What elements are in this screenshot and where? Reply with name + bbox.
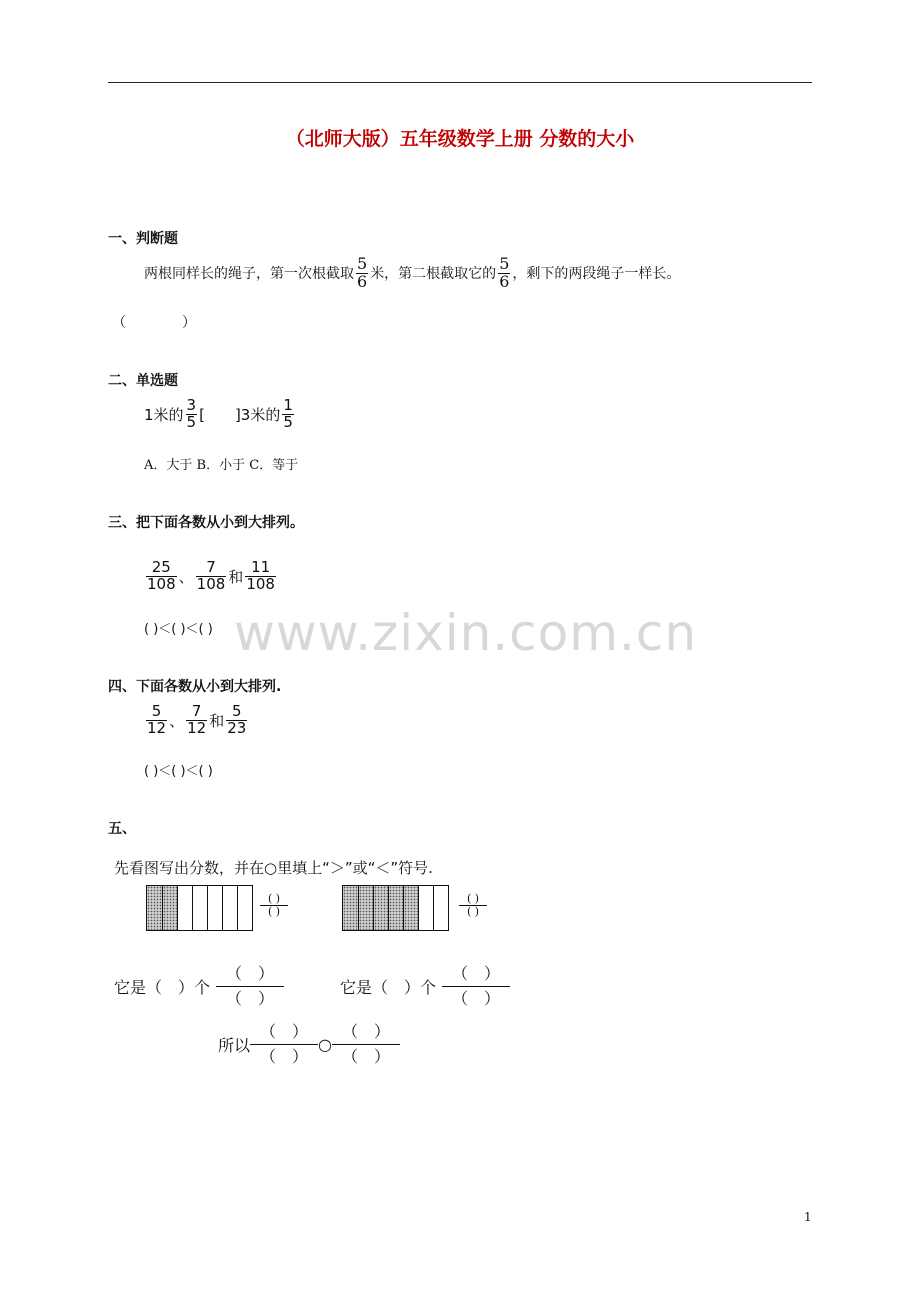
s3-fraction-2 xyxy=(196,560,227,593)
s2-fraction-2 xyxy=(282,398,294,431)
s2-f2-numerator: 1 xyxy=(283,396,293,414)
section2-heading: 二、单选题 xyxy=(108,373,178,389)
s5-left-numerator-blank: （ ） xyxy=(226,964,275,983)
s3-order-blanks: ( )＜( )＜( ) xyxy=(144,622,213,637)
s5-conclusion-fraction-1 xyxy=(250,1020,318,1069)
s1-answer-blank: （ ） xyxy=(112,315,196,331)
s3-f3-numerator: 11 xyxy=(251,558,271,576)
s4-f3-denominator: 23 xyxy=(227,718,247,737)
s5-conclusion xyxy=(218,1020,400,1069)
s5-c2-numerator-blank: （ ） xyxy=(342,1022,391,1041)
s5-c2-denominator-blank: （ ） xyxy=(332,1044,400,1069)
s3-fractions xyxy=(144,560,278,593)
shaded-cell xyxy=(162,886,177,930)
section1-heading: 一、判断题 xyxy=(108,231,178,247)
s4-fractions xyxy=(144,704,249,737)
fraction-bar-1 xyxy=(146,885,253,931)
shaded-cell xyxy=(388,886,403,930)
section4-heading: 四、下面各数从小到大排列. xyxy=(108,679,282,695)
page-number: 1 xyxy=(804,1210,812,1224)
fraction-bar-2 xyxy=(342,885,449,931)
bar1-denominator-blank: ( ) xyxy=(267,905,281,918)
s1-text-a: 两根同样长的绳子，第一次根截取 xyxy=(144,266,354,283)
s2-question xyxy=(144,398,296,431)
empty-cell xyxy=(192,886,207,930)
s3-f2-denominator: 108 xyxy=(196,574,226,593)
s5-therefore: 所以 xyxy=(218,1036,251,1055)
page-title: （北师大版）五年级数学上册 分数的大小 xyxy=(285,128,635,150)
s5-right-denominator-blank: （ ） xyxy=(442,986,510,1011)
s5-compare-circle: ○ xyxy=(318,1035,332,1054)
section5-heading: 五、 xyxy=(108,821,136,837)
s1-fraction-1 xyxy=(356,256,368,291)
s5-left-statement xyxy=(114,962,284,1011)
bar2-fraction-blank xyxy=(459,893,487,918)
s3-f1-numerator: 25 xyxy=(151,558,171,576)
s5-left-it-is: 它是（ ）个 xyxy=(114,978,211,997)
s3-fraction-1 xyxy=(146,560,177,593)
s5-right-it-is: 它是（ ）个 xyxy=(340,978,437,997)
s4-fraction-2 xyxy=(186,704,207,737)
s4-separator: 、 xyxy=(169,711,185,730)
s4-f1-numerator: 5 xyxy=(151,702,162,720)
s5-c1-denominator-blank: （ ） xyxy=(250,1044,318,1069)
s1-text-b: 米，第二根截取它的 xyxy=(370,266,497,283)
shaded-cell xyxy=(403,886,418,930)
empty-cell xyxy=(433,886,448,930)
header-rule xyxy=(108,82,812,83)
s3-and: 和 xyxy=(228,567,244,586)
empty-cell xyxy=(177,886,192,930)
empty-cell xyxy=(237,886,252,930)
bar2-denominator-blank: ( ) xyxy=(466,905,480,918)
s4-f3-numerator: 5 xyxy=(231,702,242,720)
s2-fraction-1 xyxy=(186,398,198,431)
s4-f2-numerator: 7 xyxy=(191,702,202,720)
s1-f2-denominator: 6 xyxy=(499,271,510,291)
bar2-numerator-blank: ( ) xyxy=(459,893,487,906)
section3-heading: 三、把下面各数从小到大排列。 xyxy=(108,515,304,531)
empty-cell xyxy=(418,886,433,930)
s2-f2-denominator: 5 xyxy=(283,412,293,431)
watermark: www.zixin.com.cn xyxy=(234,604,698,662)
s2-mid-text: [ ]3米的 xyxy=(199,405,281,424)
s5-left-denominator-blank: （ ） xyxy=(216,986,284,1011)
s4-and: 和 xyxy=(209,711,225,730)
s5-c1-numerator-blank: （ ） xyxy=(260,1022,309,1041)
s4-f1-denominator: 12 xyxy=(147,718,167,737)
s1-fraction-2 xyxy=(498,256,510,291)
s3-f1-denominator: 108 xyxy=(147,574,176,593)
s1-f1-denominator: 6 xyxy=(357,271,368,291)
shaded-cell xyxy=(147,886,162,930)
s5-right-fraction-blank xyxy=(442,962,510,1011)
s2-f1-numerator: 3 xyxy=(186,396,197,414)
s2-pre-text: 1米的 xyxy=(144,405,184,424)
empty-cell xyxy=(222,886,237,930)
s3-fraction-3 xyxy=(245,560,276,593)
s1-f1-numerator: 5 xyxy=(357,254,368,273)
s1-text-c: ，剩下的两段绳子一样长。 xyxy=(512,266,681,283)
s5-instruction: 先看图写出分数，并在○里填上“＞”或“＜”符号. xyxy=(114,859,433,877)
empty-cell xyxy=(207,886,222,930)
s4-order-blanks: ( )＜( )＜( ) xyxy=(144,764,213,779)
s5-conclusion-fraction-2 xyxy=(332,1020,400,1069)
s1-question xyxy=(144,256,680,291)
s5-left-fraction-blank xyxy=(216,962,284,1011)
s3-f2-numerator: 7 xyxy=(206,558,216,576)
bar1-fraction-blank xyxy=(260,893,288,918)
s3-separator: 、 xyxy=(178,567,194,586)
shaded-cell xyxy=(343,886,358,930)
s1-f2-numerator: 5 xyxy=(499,254,510,273)
s4-fraction-1 xyxy=(146,704,167,737)
s2-f1-denominator: 5 xyxy=(186,412,197,431)
bar1-numerator-blank: ( ) xyxy=(260,893,288,906)
s3-f3-denominator: 108 xyxy=(246,574,275,593)
shaded-cell xyxy=(373,886,388,930)
shaded-cell xyxy=(358,886,373,930)
s4-f2-denominator: 12 xyxy=(187,718,207,737)
s4-fraction-3 xyxy=(226,704,247,737)
s2-options: A．大于 B．小于 C．等于 xyxy=(144,458,299,473)
s5-right-numerator-blank: （ ） xyxy=(452,964,501,983)
s5-right-statement xyxy=(340,962,510,1011)
